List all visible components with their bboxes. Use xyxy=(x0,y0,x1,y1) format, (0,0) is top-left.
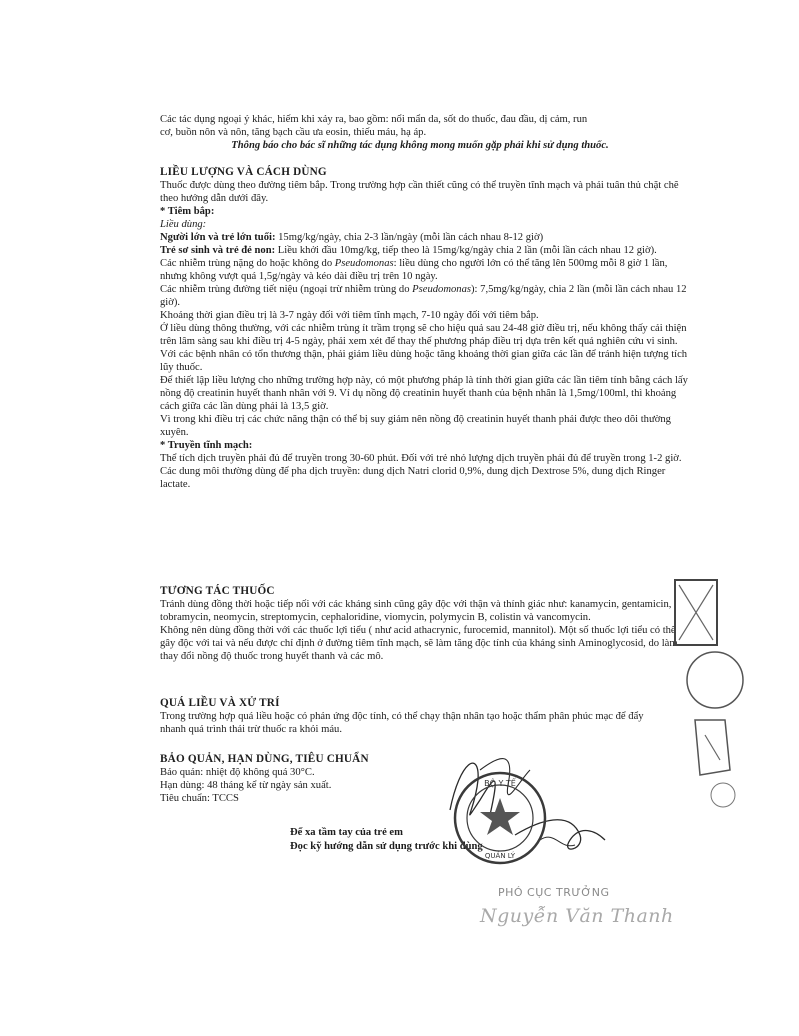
read-instructions: Đọc kỹ hướng dẫn sử dụng trước khi dùng xyxy=(290,841,483,852)
side-effects-line: Các tác dụng ngoại ý khác, hiếm khi xảy ra, bao gồm: nổi mẩn da, sốt do thuốc, đau đầu, dị cảm, run xyxy=(160,114,588,125)
edge-stamp-image xyxy=(655,570,795,830)
urinary-infection: Các nhiễm trùng đường tiết niệu (ngoại trừ nhiễm trùng do Pseudomonas): 7,5mg/kg/ngày, chia 2 lần (mỗi lần cách nhau 12 giờ). xyxy=(160,284,687,308)
iv-text: Thể tích dịch truyền phải đủ để truyền trong 30-60 phút. Đối với trẻ nhỏ lượng dịch truyền phải đủ để truyền trong 1-2 giờ. Các dung môi thường dùng để pha dịch truyền: dung dịch Natri clorid 0,9%, dung dịch Dextrose 5%, dung dịch Ringer lactate. xyxy=(160,453,682,490)
newborn-text: Liều khởi đầu 10mg/kg, tiếp theo là 15mg/kg/ngày chia 2 lần (mỗi lần cách nhau 12 giờ). xyxy=(275,245,657,256)
overdose-text: Trong trường hợp quá liều hoặc có phản ứng độc tính, có thể chạy thận nhân tạo hoặc thẩm phân phúc mạc để đẩy nhanh quá trình thải trừ thuốc ra khỏi máu. xyxy=(160,711,644,735)
seal-top-text: BỘ Y TẾ xyxy=(484,779,516,788)
newborn-dose xyxy=(160,244,690,257)
signatory-title: PHÓ CỤC TRƯỞNG xyxy=(498,886,610,899)
monitoring-note: Vì trong khi điều trị các chức năng thận có thể bị suy giảm nên nồng độ creatinin huyết thanh phải được theo dõi thường xuyên. xyxy=(160,414,671,438)
side-effects-notice: Thông báo cho bác sĩ những tác dụng không mong muốn gặp phải khi sử dụng thuốc. xyxy=(231,140,609,151)
expiry-line: Hạn dùng: 48 tháng kể từ ngày sản xuất. xyxy=(160,780,332,791)
side-effects-line-cont: cơ, buồn nôn và nôn, tăng bạch cầu ưa eosin, thiếu máu, hạ áp. xyxy=(160,127,427,138)
storage-line: Bảo quản: nhiệt độ không quá 30°C. xyxy=(160,767,315,778)
interactions-p2: Không nên dùng đồng thời với các thuốc lợi tiểu ( như acid athacrynic, furocemid, mannitol). Một số thuốc lợi tiểu có thể gây độc với tai và nếu được chỉ định ở đường tiêm tĩnh mạch, sẽ làm tăng độc tính của kháng sinh Aminoglycosid, do làm thay đổi nồng độ thuốc trong huyết thanh và các mô. xyxy=(160,625,678,662)
keep-away-children: Để xa tầm tay của trẻ em xyxy=(290,827,403,838)
dosage-section xyxy=(160,166,690,491)
dosage-intro: Thuốc được dùng theo đường tiêm bắp. Trong trường hợp cần thiết cũng có thể truyền tĩnh mạch và phải tuân thủ chặt chẽ theo hướng dẫn dưới đây. xyxy=(160,180,679,204)
im-heading: * Tiêm bắp: xyxy=(160,206,215,217)
treatment-duration: Khoảng thời gian điều trị là 3-7 ngày đối với tiêm tĩnh mạch, 7-10 ngày đối với tiêm bắp. xyxy=(160,310,539,321)
dosage-heading: LIỀU LƯỢNG VÀ CÁCH DÙNG xyxy=(160,166,327,178)
side-effects-section xyxy=(160,113,680,152)
adult-label: Người lớn và trẻ lớn tuổi: xyxy=(160,232,276,243)
seal-image xyxy=(452,770,548,866)
interactions-p1: Tránh dùng đồng thời hoặc tiếp nối với các kháng sinh cũng gây độc với thận và thính giác như: kanamycin, gentamicin, tobramycin, neomycin, streptomycin, cephaloridine, viomycin, polymycin B, colistin và vancomycin. xyxy=(160,599,672,623)
severe-infection: Các nhiễm trùng nặng do hoặc không do Pseudomonas: liều dùng cho người lớn có thể tăng lên 500mg mỗi 8 giờ 1 lần, nhưng không vượt quá 1,5g/ngày và kéo dài điều trị trên 10 ngày. xyxy=(160,258,668,282)
edge-stamps xyxy=(655,570,795,835)
usual-dose-note: Ở liều dùng thông thường, với các nhiễm trùng ít trầm trọng sẽ cho hiệu quả sau 24-48 giờ điều trị, nếu không thấy cải thiện trên lâm sàng sau khi điều trị 4-5 ngày, phải xem xét để thay thế phương pháp điều trị dựa trên kết quả nghiên cứu vi sinh. Với các bệnh nhân có tổn thương thận, phải giảm liều dùng hoặc tăng khoảng thời gian giữa các lần để tránh hiện tượng tích lũy thuốc. xyxy=(160,323,688,373)
adult-text: 15mg/kg/ngày, chia 2-3 lần/ngày (mỗi lần cách nhau 8-12 giờ) xyxy=(275,232,544,243)
standard-line: Tiêu chuẩn: TCCS xyxy=(160,793,239,804)
newborn-label: Trẻ sơ sinh và trẻ đẻ non: xyxy=(160,245,276,256)
interactions-heading: TƯƠNG TÁC THUỐC xyxy=(160,585,275,597)
overdose-heading: QUÁ LIỀU VÀ XỬ TRÍ xyxy=(160,697,280,709)
overdose-section xyxy=(160,697,670,736)
storage-heading: BẢO QUẢN, HẠN DÙNG, TIÊU CHUẨN xyxy=(160,753,369,765)
official-seal xyxy=(452,770,548,871)
interactions-section xyxy=(160,585,690,663)
adult-dose xyxy=(160,231,690,244)
storage-section xyxy=(160,753,420,805)
dose-calculation: Để thiết lập liều lượng cho những trường hợp này, có một phương pháp là tính thời gian giữa các lần tiêm tính bằng cách lấy nồng độ creatinin huyết thanh nhân với 9. Ví dụ nồng độ creatinin huyết thanh của bệnh nhân là 1,5mg/100ml, thì khoảng cách giữa các lần dùng phải là 13,5 giờ. xyxy=(160,375,688,412)
seal-bottom-text: QUẢN LÝ xyxy=(484,852,516,860)
star-icon xyxy=(480,798,520,835)
iv-heading: * Truyền tĩnh mạch: xyxy=(160,440,253,451)
signatory-name: Nguyễn Văn Thanh xyxy=(480,905,674,927)
dose-label: Liều dùng: xyxy=(160,219,207,230)
